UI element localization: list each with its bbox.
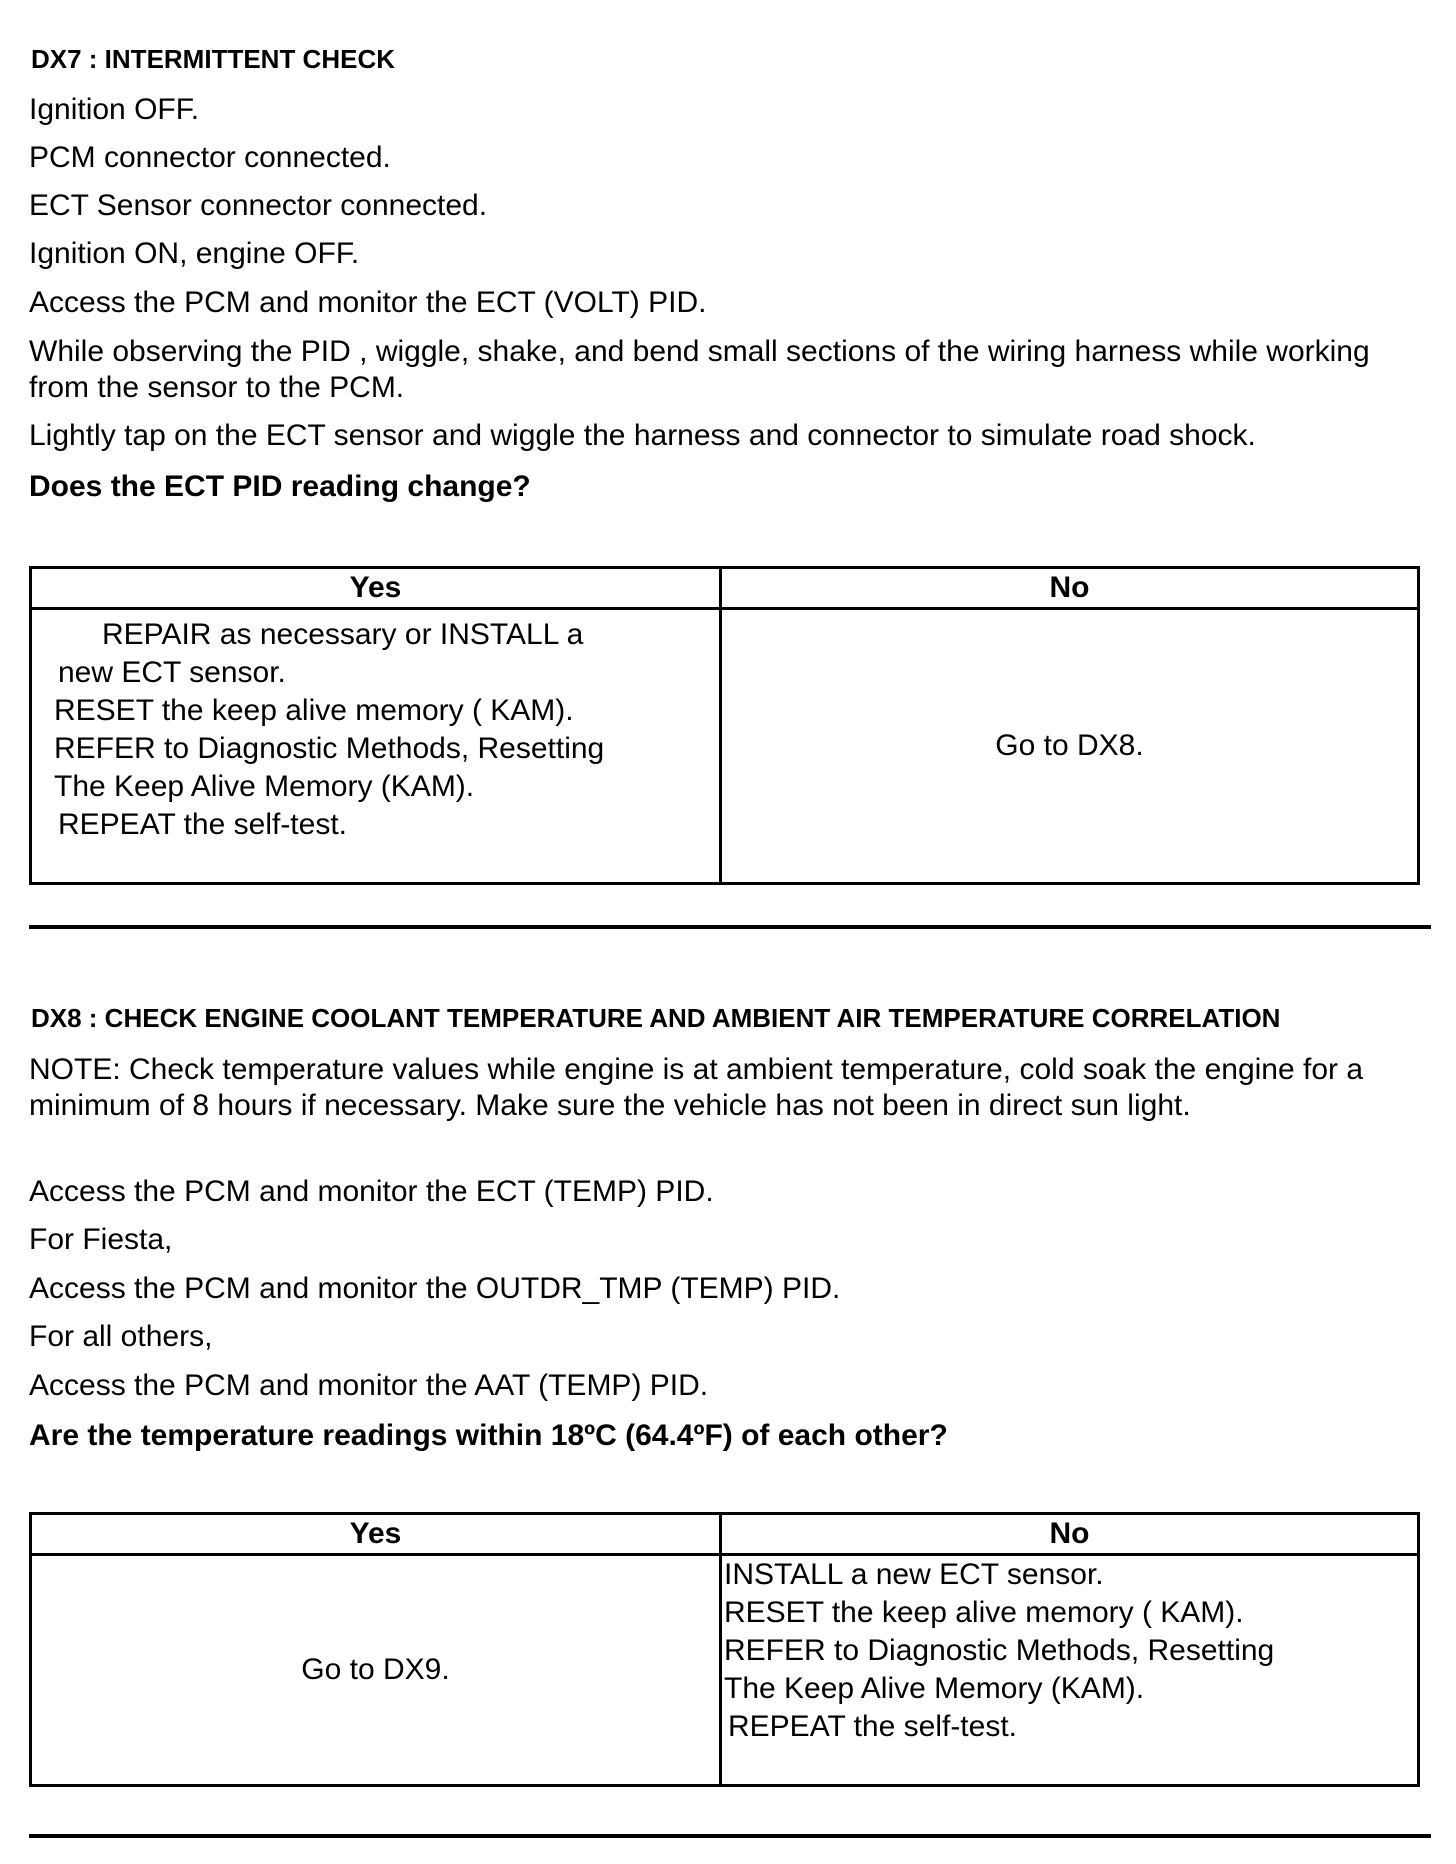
- dx7-yes-line-2: new ECT sensor.: [58, 656, 286, 689]
- dx8-heading: DX8 : CHECK ENGINE COOLANT TEMPERATURE AND AMBIENT AIR TEMPERATURE CORRELATION: [31, 1003, 1281, 1033]
- table-header-row: [31, 1514, 1419, 1555]
- dx8-yes-cell: Go to DX9.: [31, 1555, 721, 1786]
- dx8-question: Are the temperature readings within 18ºC (64.4ºF) of each other?: [29, 1419, 948, 1452]
- dx7-yes-line-5: The Keep Alive Memory (KAM).: [54, 770, 475, 803]
- dx7-step-5: Access the PCM and monitor the ECT (VOLT) PID.: [29, 286, 707, 319]
- dx7-yes-line-1: REPAIR as necessary or INSTALL a: [102, 618, 584, 651]
- dx8-yes-header: Yes: [31, 1514, 721, 1555]
- dx7-yes-cell: [31, 609, 721, 884]
- section-divider: [29, 925, 1431, 929]
- dx8-no-header: No: [721, 1514, 1419, 1555]
- dx8-step-2: For Fiesta,: [29, 1223, 173, 1256]
- table-header-row: [31, 568, 1419, 609]
- dx7-question: Does the ECT PID reading change?: [29, 470, 531, 503]
- dx7-step-6: While observing the PID , wiggle, shake, and bend small sections of the wiring harness while working from the sensor to the PCM.: [29, 335, 1370, 404]
- dx7-step-7: Lightly tap on the ECT sensor and wiggle the harness and connector to simulate road shock.: [29, 419, 1256, 452]
- dx7-yes-line-4: REFER to Diagnostic Methods, Resetting: [54, 732, 605, 765]
- dx7-yes-line-3: RESET the keep alive memory ( KAM).: [54, 694, 574, 727]
- dx7-yes-line-6: REPEAT the self-test.: [58, 808, 347, 841]
- dx8-step-3: Access the PCM and monitor the OUTDR_TMP (TEMP) PID.: [29, 1272, 841, 1305]
- dx8-note: NOTE: Check temperature values while engine is at ambient temperature, cold soak the engine for a minimum of 8 hours if necessary. Make sure the vehicle has not been in direct sun light.: [29, 1053, 1364, 1122]
- dx7-yes-header: Yes: [31, 568, 721, 609]
- dx7-heading: DX7 : INTERMITTENT CHECK: [31, 44, 395, 74]
- dx8-step-1: Access the PCM and monitor the ECT (TEMP) PID.: [29, 1175, 714, 1208]
- dx7-decision-table: [29, 566, 1420, 885]
- dx8-no-line-1: INSTALL a new ECT sensor.: [724, 1558, 1104, 1591]
- table-row: [31, 609, 1419, 884]
- dx7-step-4: Ignition ON, engine OFF.: [29, 237, 360, 270]
- dx8-no-line-4: The Keep Alive Memory (KAM).: [724, 1672, 1145, 1705]
- dx7-step-2: PCM connector connected.: [29, 141, 391, 174]
- dx8-no-line-2: RESET the keep alive memory ( KAM).: [724, 1596, 1244, 1629]
- dx8-no-cell: [721, 1555, 1419, 1786]
- dx7-no-header: No: [721, 568, 1419, 609]
- dx8-no-line-3: REFER to Diagnostic Methods, Resetting: [724, 1634, 1275, 1667]
- section-divider: [29, 1834, 1431, 1838]
- dx8-step-5: Access the PCM and monitor the AAT (TEMP) PID.: [29, 1369, 709, 1402]
- dx7-step-3: ECT Sensor connector connected.: [29, 189, 488, 222]
- dx8-no-line-5: REPEAT the self-test.: [728, 1710, 1017, 1743]
- table-row: [31, 1555, 1419, 1786]
- dx7-no-cell: Go to DX8.: [721, 609, 1419, 884]
- dx8-step-4: For all others,: [29, 1320, 213, 1353]
- dx8-decision-table: [29, 1512, 1420, 1787]
- dx7-step-1: Ignition OFF.: [29, 93, 200, 126]
